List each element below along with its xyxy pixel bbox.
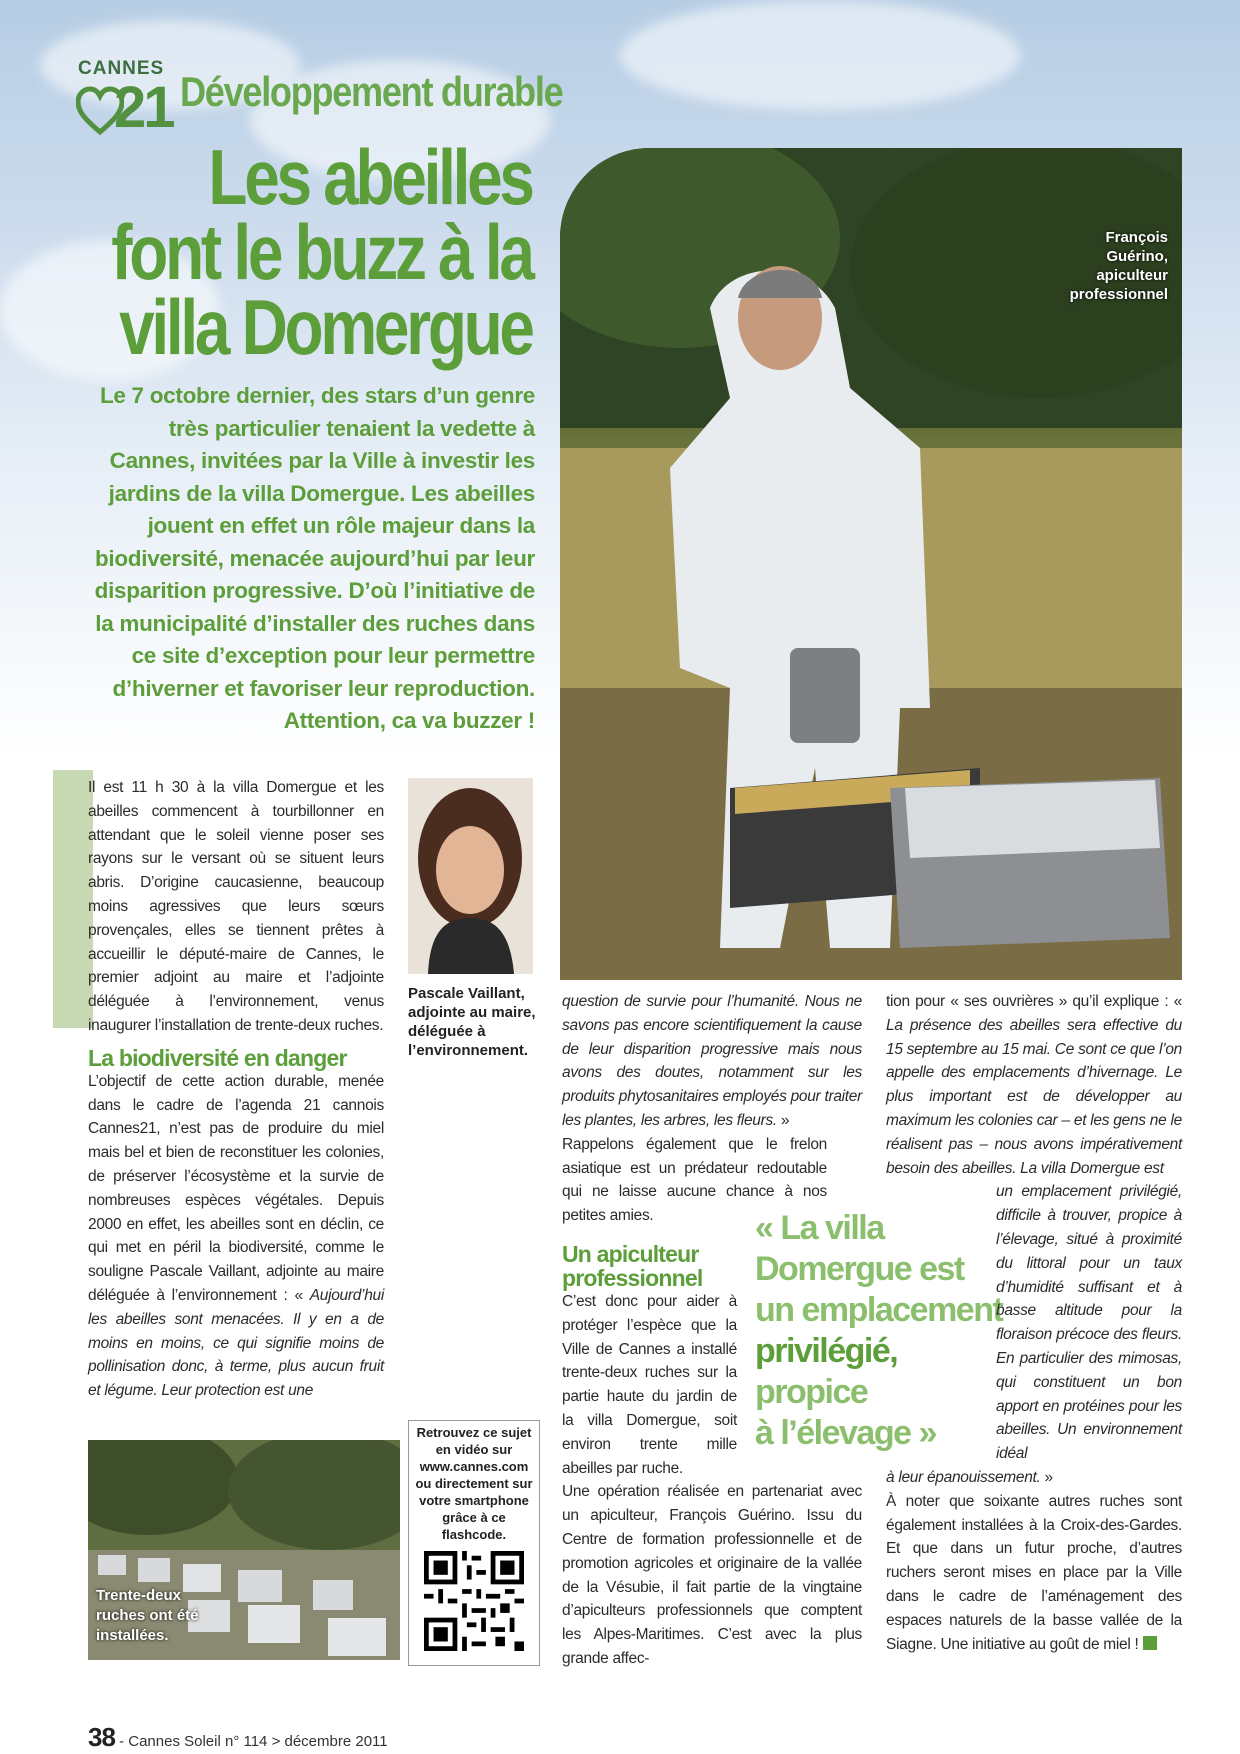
paragraph: À noter que soixante autres ruches sont également installées à la Croix-des-Gardes. Et que dans un futur proche, d’autres ruchers seront mises en place par la Ville dans le cadre de l’aménagement des espaces naturels de la basse vallée de la Siagne. Une initiative au goût de miel ! (886, 1492, 1182, 1653)
page-number: 38 (88, 1722, 115, 1752)
hives-caption: Trente-deux ruches ont été installées. (96, 1587, 199, 1644)
headline-line: font le buzz à la (111, 208, 532, 296)
paragraph: C’est donc pour aider à protéger l’espèce que la Ville de Cannes a installé trente-deux ruches sur la partie haute du jardin de la villa Domergue, soit environ trente mille abeilles par ruche. (562, 1292, 737, 1477)
cannes21-logo (70, 58, 180, 148)
logo-text: CANNES (78, 58, 165, 79)
portrait-caption: Pascale Vaillant, adjointe au maire, déléguée à l’environnement. (408, 985, 536, 1059)
headline-line: villa Domergue (119, 283, 533, 371)
portrait-photo (408, 778, 533, 974)
lead-paragraph: Le 7 octobre dernier, des stars d’un genre très particulier tenaient la vedette à Cannes, invitées par la Ville à investir les jardins de la villa Domergue. Les abeilles jouent en effet un rôle majeur dans la biodiversité, menacée aujourd’hui par leur disparition progressive. D’où l’initiative de la municipalité d’installer des ruches dans ce site d’exception pour leur permettre d’hiverner et favoriser leur reproduction. Attention, ca va buzzer ! (94, 383, 535, 733)
column-3: tion pour « ses ouvrières » qu’il explique : « La présence des abeilles sera effective du 15 septembre au 15 mai. Ce sont ce que l’on appelle des emplacements d’hivernage. Le plus important est de développer au maximum les colonies car – et les gens ne le réalisent pas – nous avons impérativement besoin des abeilles. La villa Domergue est un emplacement privilégié, difficile à trouver, propice à l’élevage, situé à proximité du littoral pour un taux d’humidité suffisant et à basse altitude pour la floraison précoce des fleurs. En particulier des mimosas, qui constituent un bon apport en protéines pour les abeilles. Un environnement idéal à leur épanouissement. » À noter que soixante autres ruches sont également installées à la Croix-des-Gardes. Et que dans un futur proche, d’autres ruchers seront mises en place par la Ville dans le cadre de l’aménagement des espaces naturels de la basse vallée de la Siagne. Une initiative au goût de miel ! (886, 993, 1182, 1653)
decorative-bar (53, 770, 93, 1028)
column-2: question de survie pour l’humanité. Nous ne savons pas encore scientifiquement la cause de leur disparition progressive mais nous avons des doutes, notamment sur les produits phytosanitaires employés pour traiter les plantes, les arbres, les fleurs. » Rappelons également que le frelon asiatique est un prédateur redoutable qui ne laisse aucune chance à nos petites amies. Un apiculteur professionnel C’est donc pour aider à protéger l’espèce que la Ville de Cannes a installé trente-deux ruches sur la partie haute du jardin de la villa Domergue, soit environ trente mille abeilles par ruche. Une opération réalisée en partenariat avec un apiculteur, François Guérino. Issu du Centre de formation professionnelle et de promotion agricoles et originaire de la vallée de la Vésubie, il fait partie de la vingtaine d’apiculteurs professionnels que comptent les Alpes-Maritimes. C’est avec la plus grande affec- (562, 990, 862, 1671)
paragraph: Une opération réalisée en partenariat avec un apiculteur, François Guérino. Issu du Centre de formation professionnelle et de promotion agricoles et originaire de la vallée de la Vésubie, il fait partie de la vingtaine d’apiculteurs professionnels que comptent les Alpes-Maritimes. C’est avec la plus grande affec- (562, 1483, 862, 1667)
paragraph: L’objectif de cette action durable, menée dans le cadre de l’agenda 21 cannois Cannes21, n’est pas de produire du miel mais bel et bien de reconstituer les colonies, de préserver l’écosystème et la survie de nombreuses espèces végétales. Depuis 2000 en effet, les abeilles sont en déclin, ce qui met en péril la biodiversité, comme le souligne Pascale Vaillant, adjointe au maire déléguée à l’environnement : « (88, 1072, 384, 1304)
end-mark-icon (1143, 1636, 1157, 1650)
quote-text: un emplacement privilégié, difficile à trouver, propice à l’élevage, situé à proximité du littoral pour un taux d’humidité suffisant et à basse altitude pour la floraison précoce des fleurs. En particulier des mimosas, qui constituent un bon apport en protéines pour les abeilles. Un environnement idéal (996, 1183, 1182, 1463)
photo-caption: François Guérino, apiculteur professionnel (1069, 229, 1168, 303)
page-footer (88, 1722, 388, 1753)
headline (19, 133, 533, 371)
footer-text: - Cannes Soleil n° 114 > décembre 2011 (114, 1733, 388, 1750)
paragraph: Il est 11 h 30 à la villa Domergue et les abeilles commencent à tourbillonner en attendant que le soleil vienne poser ses rayons sur le versant où se situent leurs abris. D’origine caucasienne, beaucoup moins agressives que leurs sœurs provençales, elles se tiennent prêtes à accueillir le député-maire de Cannes, le premier adjoint au maire et l’adjointe déléguée à l’environnement, venus inaugurer l’installation de trente-deux ruches. (88, 779, 384, 1034)
quote-text: Aujourd’hui les abeilles sont menacées. Il y en a de moins en moins, ce qui signifie moins de pollinisation donc, à terme, plus aucun fruit et légume. Leur protection est une (88, 1286, 384, 1400)
headline-line: Les abeilles (208, 133, 532, 221)
subheading: La biodiversité en danger (88, 1044, 347, 1071)
logo-number: 21 (114, 75, 173, 140)
qr-code-icon[interactable] (424, 1551, 524, 1651)
hives-photo (88, 1440, 400, 1660)
section-title: Développement durable (180, 68, 563, 115)
paragraph: Rappelons également que le frelon asiatique est un prédateur redoutable qui ne laisse aucune chance à nos petites amies. (562, 1135, 827, 1225)
quote-text: La présence des abeilles sera effective du 15 septembre au 15 mai. Ce sont ce que l’on appelle des emplacements d’hivernage. Le plus important est de développer au maximum les colonies car – et les gens ne le réalisent pas – nous avons impérativement besoin des abeilles. La villa Domergue est (886, 1016, 1182, 1177)
quote-text: question de survie pour l’humanité. Nous ne savons pas encore scientifiquement la cause de leur disparition progressive mais nous avons des doutes, notamment sur les produits phytosanitaires employés pour traiter les plantes, les arbres, les fleurs. (562, 993, 862, 1129)
portrait-illustration (408, 778, 533, 974)
column-1 (88, 776, 384, 1403)
qr-promo-text: Retrouvez ce sujet en vidéo sur www.cannes.com ou directement sur votre smartphone grâce à ce flashcode. (415, 1425, 533, 1542)
beekeeper-photo (560, 148, 1182, 980)
subheading: Un apiculteur professionnel (562, 1240, 703, 1291)
qr-promo-box (408, 1420, 540, 1666)
pull-quote: « La villa Domergue est un emplacement privilégié, propice à l’élevage » (755, 1209, 1003, 1452)
